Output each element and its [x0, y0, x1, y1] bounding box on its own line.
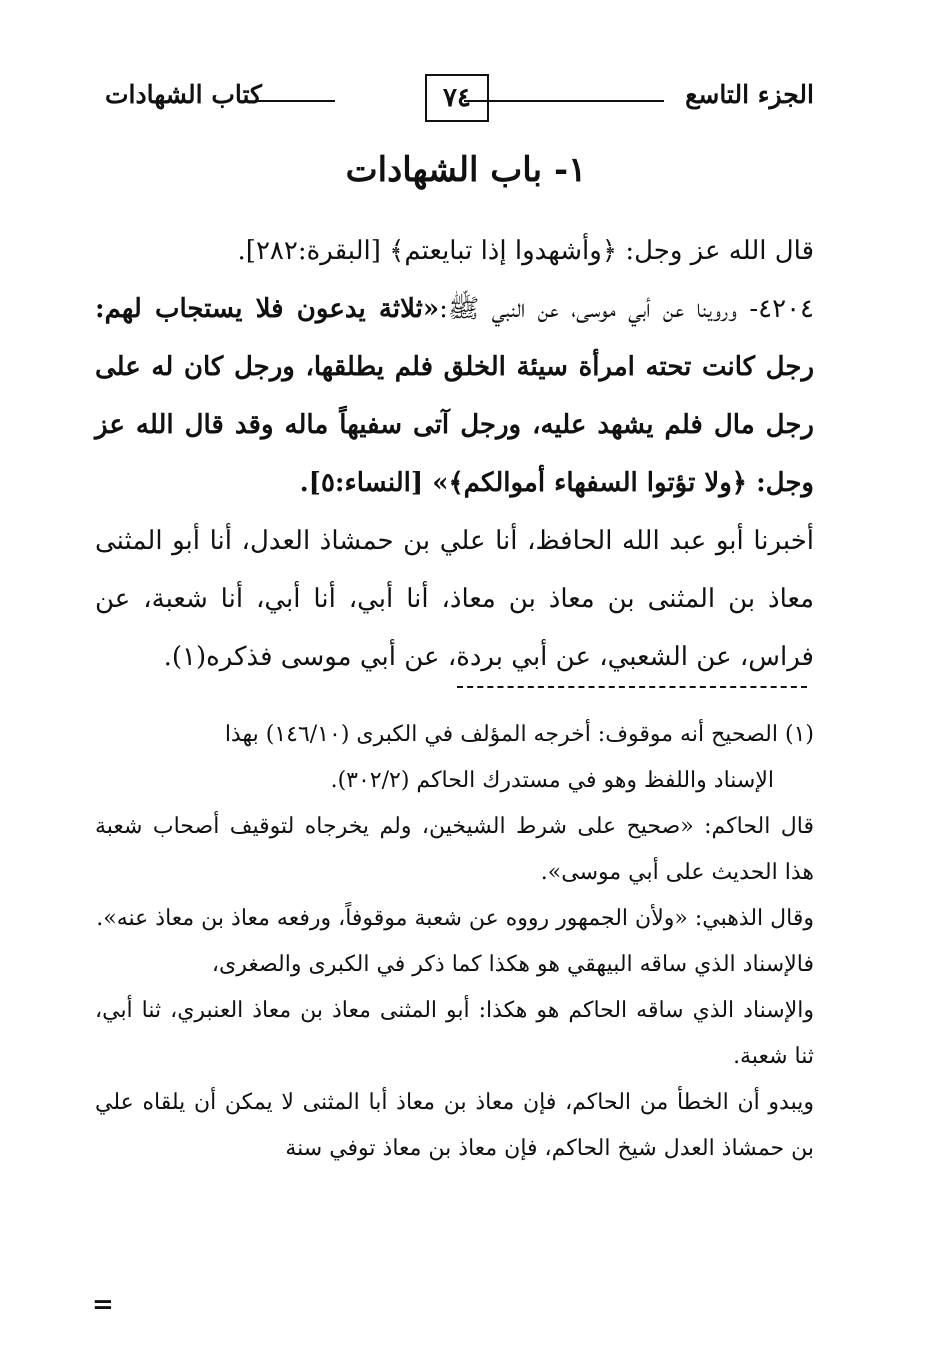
header-book: كتاب الشهادات [105, 80, 262, 109]
footnote-isnad-hakim: والإسناد الذي ساقه الحاكم هو هكذا: أبو المثنى معاذ بن معاذ العنبري، ثنا أبي، ثنا شعبة. [95, 998, 814, 1069]
footnote-1-line-2: الإسناد واللفظ وهو في مستدرك الحاكم (٣٠٢/٢). [330, 768, 774, 793]
page-number-box: ٧٤ [425, 74, 489, 122]
footnote-dhahabi: وقال الذهبي: «ولأن الجمهور رووه عن شعبة موقوفاً، ورفعه معاذ بن معاذ عنه». [96, 906, 814, 931]
hadith-paragraph [95, 280, 814, 512]
chapter-title: ١- باب الشهادات [345, 150, 587, 190]
isnad-paragraph: أخبرنا أبو عبد الله الحافظ، أنا علي بن حمشاذ العدل، أنا أبو المثنى معاذ بن المثنى بن معاذ بن معاذ، أنا أبي، أنا أبي، أنا شعبة، عن فراس، عن الشعبي، عن أبي بردة، عن أبي موسى فذكره(١). [95, 526, 814, 672]
footnote-separator [457, 686, 807, 688]
footnotes [95, 712, 814, 1172]
header-part: الجزء التاسع [685, 80, 814, 109]
verse-intro: قال الله عز وجل: ﴿وأشهدوا إذا تبايعتم﴾ [البقرة:٢٨٢]. [237, 236, 814, 266]
hadith-number-intro: ٤٢٠٤- وروينا عن أبي موسى، عن النبي ﷺ: [439, 294, 814, 324]
page-header [95, 70, 814, 126]
footnote-hakim: قال الحاكم: «صحيح على شرط الشيخين، ولم يخرجاه لتوقيف أصحاب شعبة هذا الحديث على أبي موسى». [95, 814, 814, 885]
header-rule-right [464, 100, 664, 102]
continuation-mark: = [92, 1290, 114, 1320]
header-rule-left [255, 100, 335, 102]
main-text [95, 222, 814, 686]
footnote-conclusion: ويبدو أن الخطأ من الحاكم، فإن معاذ بن معاذ أبا المثنى لا يمكن أن يلقاه علي بن حمشاذ العدل شيخ الحاكم، فإن معاذ بن معاذ توفي سنة [95, 1090, 814, 1161]
footnote-isnad-bayhaqi: فالإسناد الذي ساقه البيهقي هو هكذا كما ذكر في الكبرى والصغرى، [211, 952, 814, 977]
hadith-text: «ثلاثة يدعون فلا يستجاب لهم: رجل كانت تحته امرأة سيئة الخلق فلم يطلقها، ورجل كان له على رجل مال فلم يشهد عليه، ورجل آتى سفيهاً ماله وقد قال الله عز وجل: ﴿ولا تؤتوا السفهاء أموالكم﴾» [النساء:٥]. [95, 294, 814, 498]
footnote-1-line-1: (١) الصحيح أنه موقوف: أخرجه المؤلف في الكبرى (١٤٦/١٠) بهذا [224, 722, 814, 747]
